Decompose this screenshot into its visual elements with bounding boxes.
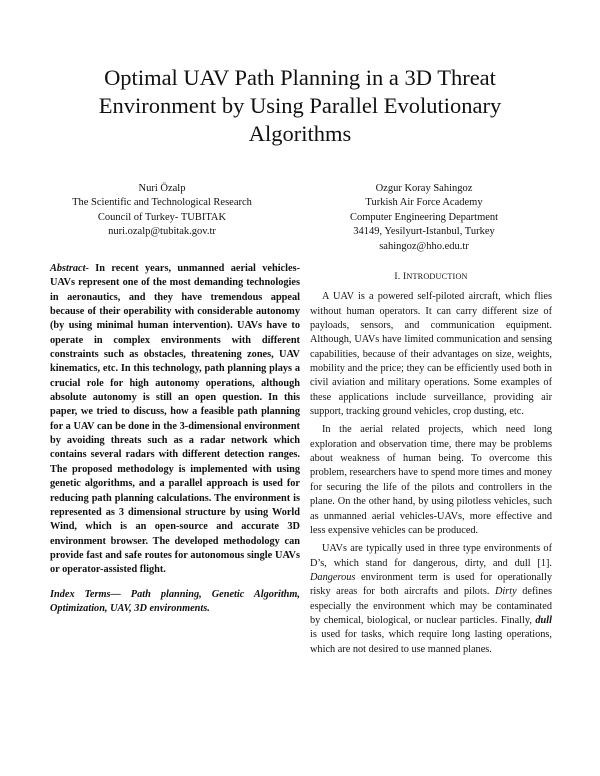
- term-dirty: Dirty: [494, 586, 517, 598]
- intro-text: UAVs are typically used in three type environments of D’s, which stand for dangerous, dirty, and dull [1].: [310, 543, 552, 569]
- term-dangerous: Dangerous: [310, 571, 356, 583]
- section-heading: [310, 270, 552, 284]
- section-first-letter: I: [402, 271, 407, 282]
- author-name: Nuri Özalp: [138, 183, 186, 194]
- title-line-2: Environment by Using Parallel Evolutionary: [98, 93, 502, 118]
- intro-text: is used for tasks, which require long lasting operations, which are not desired to use manned planes.: [310, 629, 552, 655]
- intro-text: defines especially the environment which may be contaminated by chemical, biological, or nuclear particles. Finally,: [310, 586, 552, 626]
- author-address: 34149, Yesilyurt-Istanbul, Turkey: [353, 226, 495, 238]
- author-name: Ozgur Koray Sahingoz: [375, 183, 473, 194]
- paper-title: [60, 64, 540, 148]
- abstract-label: Abstract-: [50, 263, 89, 274]
- author-email: sahingoz@hho.edu.tr: [379, 240, 469, 252]
- abstract-text: In recent years, unmanned aerial vehicles-UAVs represent one of the most demanding technologies in aeronautics, and they have tremendous appeal because of their operability with considerable autonomy (by using minimal human intervention). UAVs have to operate in complex environments with different constraints such as obstacles, threatening zones, UAV kinematics, etc. In this technology, path planning plays a crucial role for high autonomy operations, although absolute autonomy is still an open question. In this paper, we tried to discuss, how a feasible path planning for a UAV can be done in the 3-dimensional environment by avoiding threats such as a radar network which contains several radars with different detection ranges. The proposed methodology is implemented with using genetic algorithms, and a parallel approach is used for reducing path planning calculations. The environment is represented as 3 dimensional structure by using World Wind, which is an open-source and accurate 3D environment browser. The developed methodology can provide fast and safe routes for autonomous single UAVs or operator-assisted flight.: [50, 263, 300, 576]
- author-affiliation: Council of Turkey- TUBITAK: [97, 211, 227, 223]
- author-affiliation: Turkish Air Force Academy: [365, 197, 483, 209]
- title-line-1: Optimal UAV Path Planning in a 3D Threat: [104, 65, 496, 90]
- author-block-1: [32, 182, 292, 240]
- author-email: nuri.ozalp@tubitak.gov.tr: [108, 226, 216, 238]
- author-affiliation: Computer Engineering Department: [349, 211, 499, 223]
- intro-text: environment term is used for operationally risky areas for both aircrafts and pilots.: [310, 571, 552, 598]
- section-rest: NTRODUCTION: [406, 272, 468, 281]
- intro-paragraph-3: [310, 542, 552, 657]
- author-block-2: [294, 182, 554, 254]
- intro-paragraph-1: A UAV is a powered self-piloted aircraft, which flies without human operators. It can carry different size of payloads, sensors, and communication equipment. Although, UAVs have limited communication and sensing capabilities, because of their advantages on size, weights, mobility and the price; they can be efficiently used both in civil aviation and military operations. Some examples of these applications include surveillance, providing air support, tracking ground vehicles, crop dusting, etc.: [310, 291, 552, 418]
- index-terms: Index Terms— Path planning, Genetic Algorithm, Optimization, UAV, 3D environments.: [50, 588, 300, 614]
- left-column: [50, 262, 300, 616]
- title-line-3: Algorithms: [248, 121, 352, 146]
- intro-paragraph-2: In the aerial related projects, which need long exploration and observation time, there may be problems about weakness of human being. To overcome this problem, researchers have to spend more times and money for securing the life of the pilots and controllers in the plane. On the other hand, by using pilotless vehicles, such as unmanned aerial vehicles-UAVs, more effective and less expensive vehicles can be produced.: [310, 424, 552, 536]
- author-affiliation: The Scientific and Technological Research: [72, 197, 252, 209]
- abstract: [50, 262, 300, 578]
- section-number: I.: [394, 271, 401, 282]
- term-dull: dull: [535, 614, 552, 626]
- right-column: [310, 262, 552, 661]
